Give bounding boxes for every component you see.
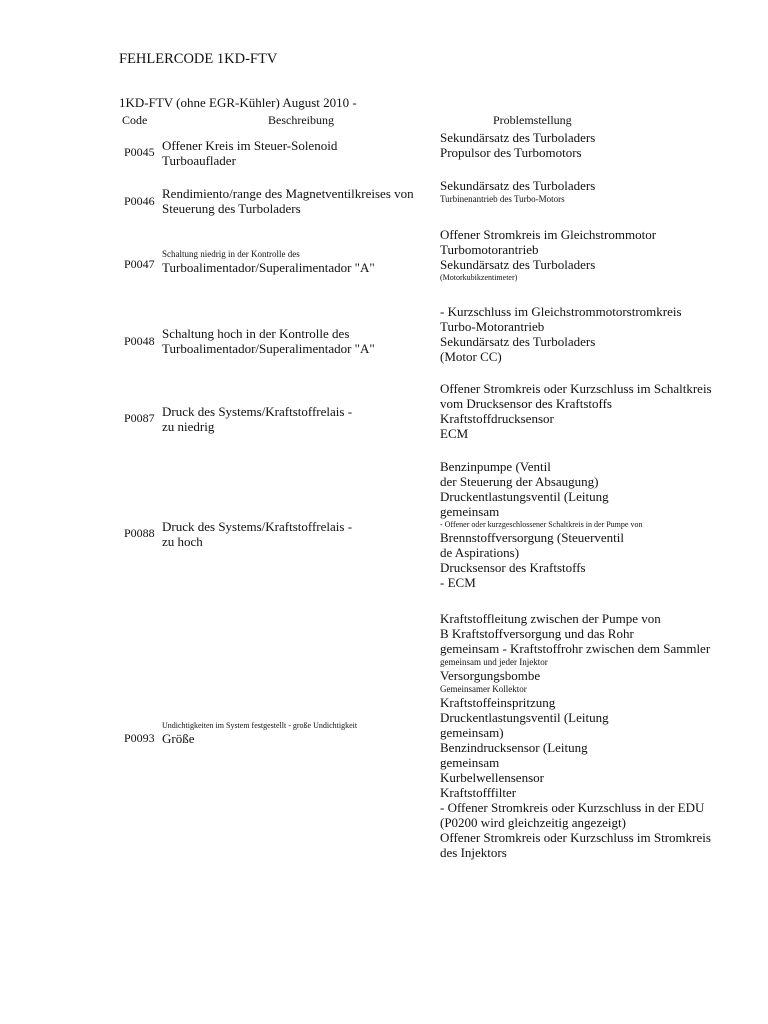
problem-line: Sekundärsatz des Turboladers	[440, 257, 596, 272]
problem-line: B Kraftstoffversorgung und das Rohr	[440, 626, 634, 641]
problem-line: Kraftstofffilter	[440, 785, 517, 800]
fault-code: P0046	[124, 194, 155, 208]
column-header-beschreibung: Beschreibung	[268, 113, 334, 127]
problem-line: Sekundärsatz des Turboladers	[440, 334, 596, 349]
fault-problem	[440, 227, 656, 283]
problem-line: Druckentlastungsventil (Leitung	[440, 489, 609, 504]
problem-line: Kraftstoffdrucksensor	[440, 411, 554, 426]
description-line: Schaltung niedrig in der Kontrolle des	[162, 249, 300, 259]
document-title: FEHLERCODE 1KD-FTV	[119, 51, 278, 67]
fault-problem	[440, 381, 712, 441]
problem-line: (Motorkubikzentimeter)	[440, 273, 518, 282]
description-line: Größe	[162, 731, 195, 746]
fault-description	[162, 138, 337, 168]
problem-line: - Kurzschluss im Gleichstrommotorstromkreis	[440, 304, 682, 319]
problem-line: de Aspirations)	[440, 545, 520, 560]
description-line: Druck des Systems/Kraftstoffrelais -	[162, 404, 353, 419]
column-header-problemstellung: Problemstellung	[493, 113, 572, 127]
fault-description	[162, 326, 375, 356]
problem-line: Kraftstoffleitung zwischen der Pumpe von	[440, 611, 661, 626]
problem-line: Turbinenantrieb des Turbo-Motors	[440, 194, 565, 204]
problem-line: gemeinsam und jeder Injektor	[440, 657, 548, 667]
problem-line: gemeinsam - Kraftstoffrohr zwischen dem Sammler	[440, 641, 711, 656]
description-line: Undichtigkeiten im System festgestellt - große Undichtigkeit	[162, 721, 358, 730]
fault-code: P0047	[124, 257, 155, 271]
problem-line: - Offener Stromkreis oder Kurzschluss in der EDU	[440, 800, 705, 815]
problem-line: Benzindrucksensor (Leitung	[440, 740, 588, 755]
problem-line: - Offener oder kurzgeschlossener Schaltkreis in der Pumpe von	[440, 520, 643, 529]
fault-description	[162, 186, 414, 216]
problem-line: Kraftstoffeinspritzung	[440, 695, 556, 710]
problem-line: Turbo-Motorantrieb	[440, 319, 545, 334]
problem-line: Sekundärsatz des Turboladers	[440, 178, 596, 193]
fault-code: P0045	[124, 145, 155, 159]
problem-line: der Steuerung der Absaugung)	[440, 474, 599, 489]
description-line: Druck des Systems/Kraftstoffrelais -	[162, 519, 353, 534]
description-line: Rendimiento/range des Magnetventilkreises von	[162, 186, 414, 201]
problem-line: Gemeinsamer Kollektor	[440, 684, 527, 694]
problem-line: Turbomotorantrieb	[440, 242, 539, 257]
problem-line: des Injektors	[440, 845, 507, 860]
description-line: zu hoch	[162, 534, 203, 549]
problem-line: ECM	[440, 426, 469, 441]
problem-line: vom Drucksensor des Kraftstoffs	[440, 396, 612, 411]
problem-line: (Motor CC)	[440, 349, 502, 364]
fault-description	[162, 720, 357, 746]
fault-description	[162, 519, 352, 549]
description-line: zu niedrig	[162, 419, 215, 434]
problem-line: (P0200 wird gleichzeitig angezeigt)	[440, 815, 626, 830]
description-line: Offener Kreis im Steuer-Solenoid	[162, 138, 338, 153]
problem-line: Drucksensor des Kraftstoffs	[440, 560, 586, 575]
problem-line: Kurbelwellensensor	[440, 770, 544, 785]
problem-line: gemeinsam	[440, 755, 500, 770]
fault-code: P0048	[124, 334, 155, 348]
problem-line: Brennstoffversorgung (Steuerventil	[440, 530, 625, 545]
fault-problem	[440, 178, 595, 205]
problem-line: - ECM	[440, 575, 476, 590]
fault-problem	[440, 304, 682, 364]
problem-line: Benzinpumpe (Ventil	[440, 459, 551, 474]
problem-line: gemeinsam)	[440, 725, 504, 740]
description-line: Turboalimentador/Superalimentador "A"	[162, 341, 375, 356]
problem-line: Sekundärsatz des Turboladers	[440, 130, 596, 145]
problem-line: gemeinsam	[440, 504, 500, 519]
problem-line: Druckentlastungsventil (Leitung	[440, 710, 609, 725]
fault-code: P0093	[124, 731, 155, 745]
problem-line: Propulsor des Turbomotors	[440, 145, 582, 160]
problem-line: Offener Stromkreis oder Kurzschluss im Stromkreis	[440, 830, 711, 845]
description-line: Turboauflader	[162, 153, 236, 168]
fault-description	[162, 248, 375, 275]
problem-line: Versorgungsbombe	[440, 668, 541, 683]
document-subtitle: 1KD-FTV (ohne EGR-Kühler) August 2010 -	[119, 95, 357, 110]
fault-code: P0087	[124, 411, 155, 425]
fault-problem	[440, 611, 711, 860]
fault-problem	[440, 459, 642, 590]
description-line: Turboalimentador/Superalimentador "A"	[162, 260, 375, 275]
description-line: Steuerung des Turboladers	[162, 201, 301, 216]
problem-line: Offener Stromkreis im Gleichstrommotor	[440, 227, 657, 242]
fault-problem	[440, 130, 595, 160]
fault-code: P0088	[124, 526, 155, 540]
description-line: Schaltung hoch in der Kontrolle des	[162, 326, 350, 341]
fault-description	[162, 404, 352, 434]
column-header-code: Code	[122, 113, 148, 127]
problem-line: Offener Stromkreis oder Kurzschluss im Schaltkreis	[440, 381, 712, 396]
